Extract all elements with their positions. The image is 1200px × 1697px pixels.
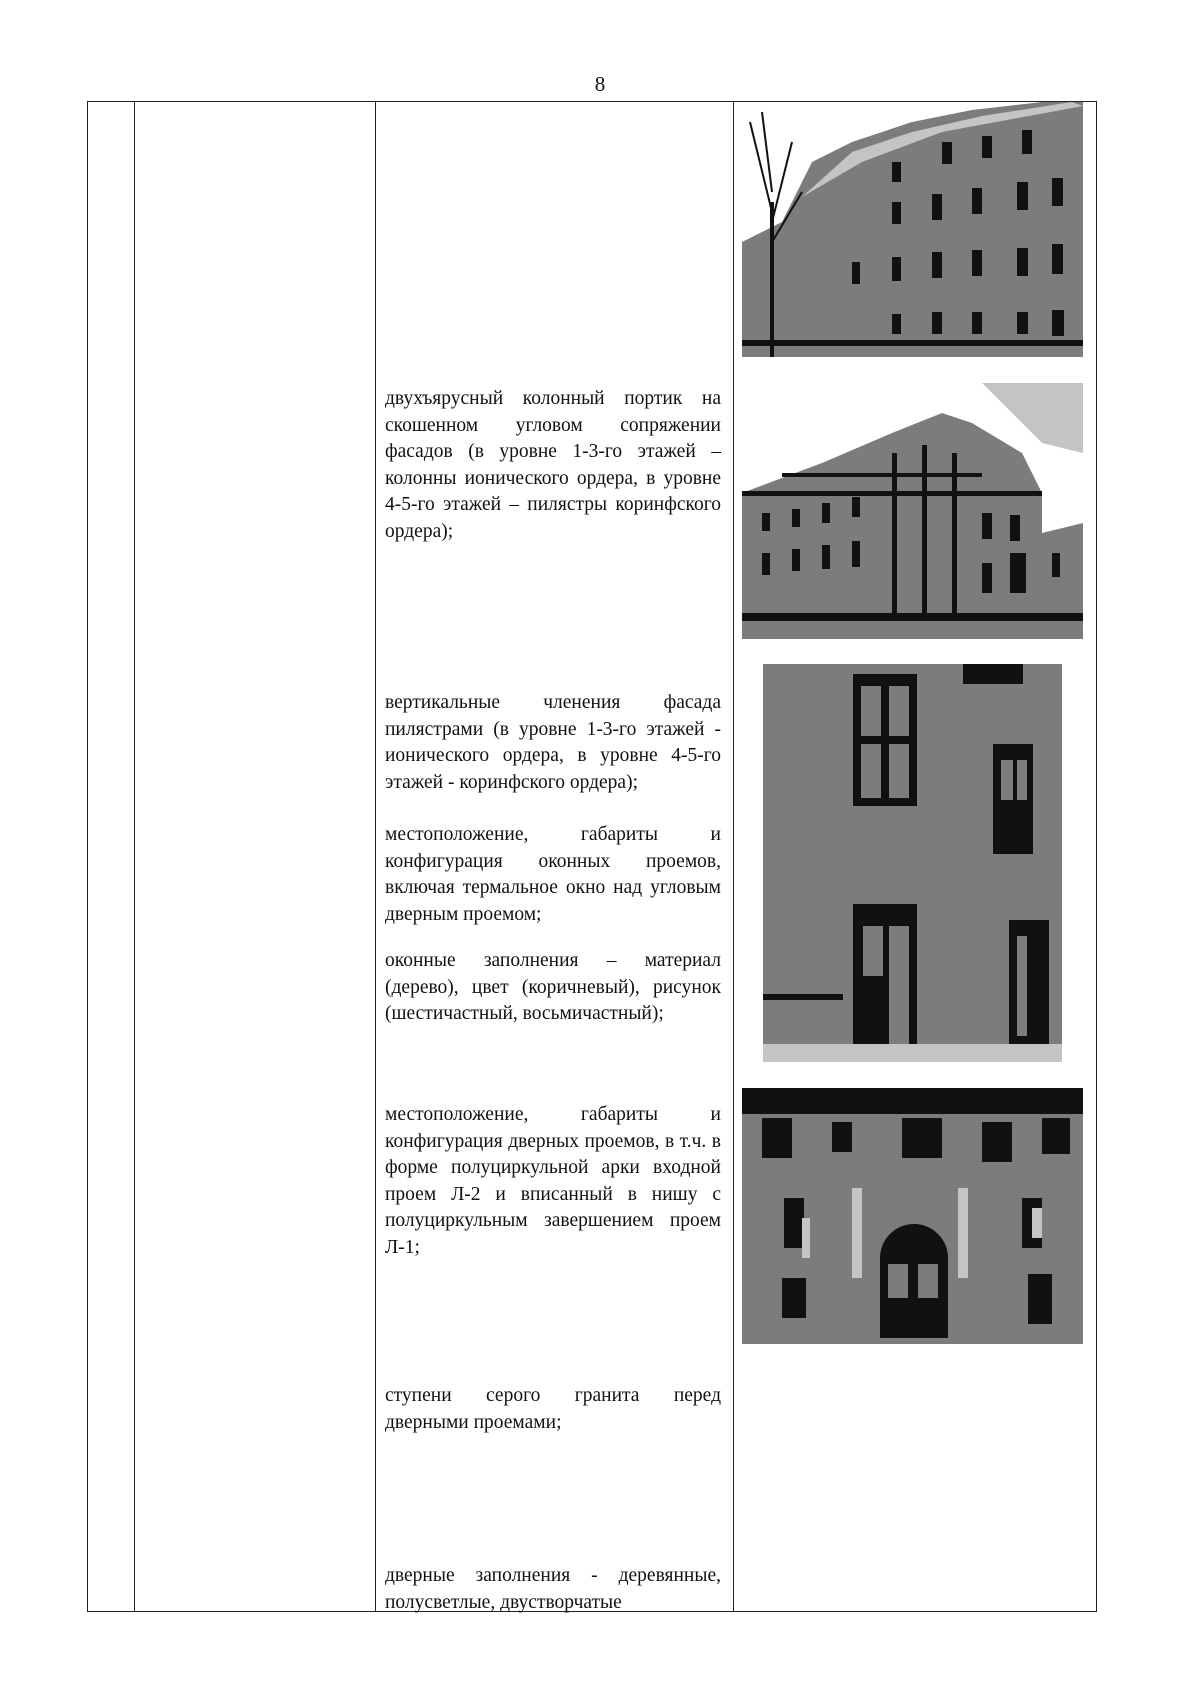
arched-entrance-photo: [742, 1088, 1083, 1344]
column-divider: [375, 101, 376, 1612]
page-number: 8: [594, 72, 606, 96]
building-facade-photo: [742, 102, 1083, 357]
feature-item-portico: двухъярусный колонный портик на скошенном угловом сопряжении фасадов (в уровне 1-3-го этажей – колонны ионического ордера, в уровне 4-5-го этажей – пилястры коринфского ордера);: [385, 388, 721, 542]
feature-item-door-openings: местоположение, габариты и конфигурация дверных проемов, в т.ч. в форме полуциркульной арки входной проем Л-2 и вписанный в нишу с полуциркульным завершением проем Л-1;: [385, 1104, 721, 1258]
column-divider: [134, 101, 135, 1612]
corner-portico-photo: [742, 383, 1083, 639]
feature-item-pilasters: вертикальные членения фасада пилястрами (в уровне 1-3-го этажей - ионического ордера, в уровне 4-5-го этажей - коринфского ордера);: [385, 692, 721, 793]
feature-item-window-openings: местоположение, габариты и конфигурация оконных проемов, включая термальное окно над угловым дверным проемом;: [385, 824, 721, 925]
facade-windows-photo: [763, 664, 1062, 1062]
feature-item-steps: ступени серого гранита перед дверными проемами;: [385, 1385, 721, 1433]
feature-item-window-fillings: оконные заполнения – материал (дерево), цвет (коричневый), рисунок (шестичастный, восьмичастный);: [385, 950, 721, 1024]
feature-item-door-fillings: дверные заполнения - деревянные, полусветлые, двустворчатые: [385, 1565, 721, 1613]
column-divider: [733, 101, 734, 1612]
